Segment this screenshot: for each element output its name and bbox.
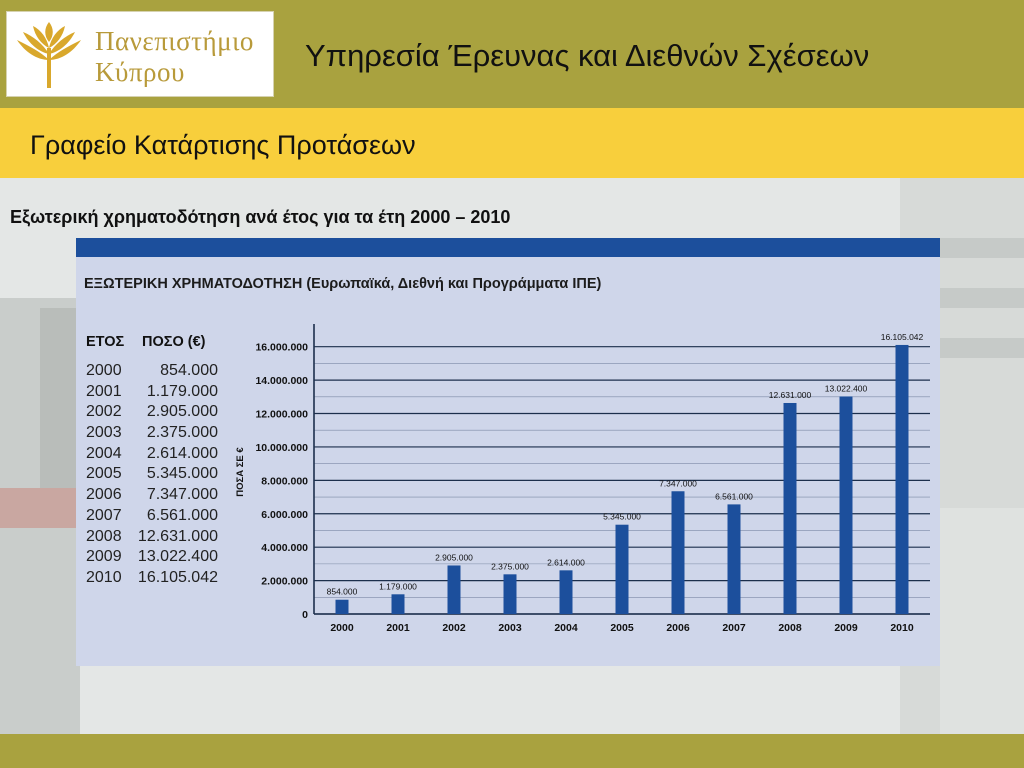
table-cell-amount: 7.347.000 <box>146 486 218 504</box>
data-label: 2.905.000 <box>435 552 473 563</box>
bar <box>728 504 741 614</box>
table-cell-amount: 5.345.000 <box>146 465 218 483</box>
funding-bar-chart <box>76 238 940 666</box>
x-tick-label: 2002 <box>442 622 466 634</box>
header-bar <box>0 0 1024 108</box>
table-cell-amount: 6.561.000 <box>146 506 218 524</box>
bar <box>840 396 853 614</box>
bar <box>560 570 573 614</box>
column-header-year: ΕΤΟΣ <box>86 334 125 350</box>
page-title: Υπηρεσία Έρευνας και Διεθνών Σχέσεων <box>305 38 870 73</box>
y-tick-label: 14.000.000 <box>255 375 308 388</box>
data-label: 2.375.000 <box>491 561 529 572</box>
y-tick-label: 8.000.000 <box>261 475 308 488</box>
data-label: 13.022.400 <box>824 383 868 394</box>
x-tick-label: 2000 <box>330 622 354 634</box>
table-cell-year: 2001 <box>86 382 122 400</box>
table-cell-amount: 2.614.000 <box>146 444 218 462</box>
table-cell-amount: 16.105.042 <box>137 568 218 586</box>
x-tick-label: 2009 <box>834 622 858 634</box>
x-tick-label: 2008 <box>778 622 802 634</box>
table-cell-year: 2002 <box>86 403 122 421</box>
logo-text-line2: Κύπρου <box>95 57 185 87</box>
bar <box>504 574 517 614</box>
y-tick-label: 4.000.000 <box>261 542 308 555</box>
table-cell-amount: 2.905.000 <box>146 403 218 421</box>
subheader-bar <box>0 108 1024 178</box>
data-label: 7.347.000 <box>659 478 697 489</box>
x-tick-label: 2003 <box>498 622 522 634</box>
table-cell-year: 2005 <box>86 465 122 483</box>
table-cell-year: 2006 <box>86 486 122 504</box>
table-cell-amount: 13.022.400 <box>137 548 218 566</box>
table-cell-amount: 1.179.000 <box>146 382 218 400</box>
university-logo[interactable] <box>6 11 274 97</box>
table-cell-amount: 2.375.000 <box>146 424 218 442</box>
bar <box>448 565 461 614</box>
table-cell-year: 2004 <box>86 444 122 462</box>
x-tick-label: 2007 <box>722 622 746 634</box>
data-label: 2.614.000 <box>547 557 585 568</box>
y-tick-label: 2.000.000 <box>261 575 308 588</box>
footer-bar <box>0 734 1024 768</box>
logo-emblem-icon <box>13 18 85 90</box>
x-tick-label: 2006 <box>666 622 690 634</box>
y-tick-label: 12.000.000 <box>255 408 308 421</box>
section-title: Γραφείο Κατάρτισης Προτάσεων <box>30 130 416 160</box>
x-tick-label: 2004 <box>554 622 578 634</box>
panel-title: ΕΞΩΤΕΡΙΚΗ ΧΡΗΜΑΤΟΔΟΤΗΣΗ (Ευρωπαϊκά, Διεθνή και Προγράμματα ΙΠΕ) <box>84 276 602 292</box>
bar <box>672 491 685 614</box>
y-tick-label: 16.000.000 <box>255 341 308 354</box>
data-label: 854.000 <box>326 586 358 597</box>
chart-caption: Εξωτερική χρηματοδότηση ανά έτος για τα έτη 2000 – 2010 <box>10 207 511 227</box>
data-label: 6.561.000 <box>715 491 753 502</box>
table-cell-amount: 12.631.000 <box>137 527 218 545</box>
y-tick-label: 6.000.000 <box>261 508 308 521</box>
bar <box>392 594 405 614</box>
y-tick-label: 0 <box>302 609 308 621</box>
table-cell-year: 2008 <box>86 527 122 545</box>
data-label: 1.179.000 <box>379 581 417 592</box>
bar <box>896 345 909 614</box>
table-cell-amount: 854.000 <box>160 362 218 379</box>
x-tick-label: 2001 <box>386 622 410 634</box>
data-label: 12.631.000 <box>768 389 812 400</box>
x-tick-label: 2005 <box>610 622 634 634</box>
table-cell-year: 2010 <box>86 568 122 586</box>
data-label: 5.345.000 <box>603 511 641 522</box>
data-label: 16.105.042 <box>880 331 924 342</box>
table-cell-year: 2007 <box>86 506 122 524</box>
bar <box>784 403 797 614</box>
bar <box>336 600 349 614</box>
logo-text-line1: Πανεπιστήμιο <box>95 26 254 56</box>
chart-panel <box>76 238 940 666</box>
bar <box>616 525 629 614</box>
table-cell-year: 2003 <box>86 424 122 442</box>
x-tick-label: 2010 <box>890 622 914 634</box>
column-header-amount: ΠΟΣΟ (€) <box>142 334 206 350</box>
y-tick-label: 10.000.000 <box>255 441 308 454</box>
table-cell-year: 2000 <box>86 362 122 379</box>
y-axis-label: ΠΟΣΑ ΣΕ € <box>235 447 246 497</box>
table-cell-year: 2009 <box>86 548 122 566</box>
